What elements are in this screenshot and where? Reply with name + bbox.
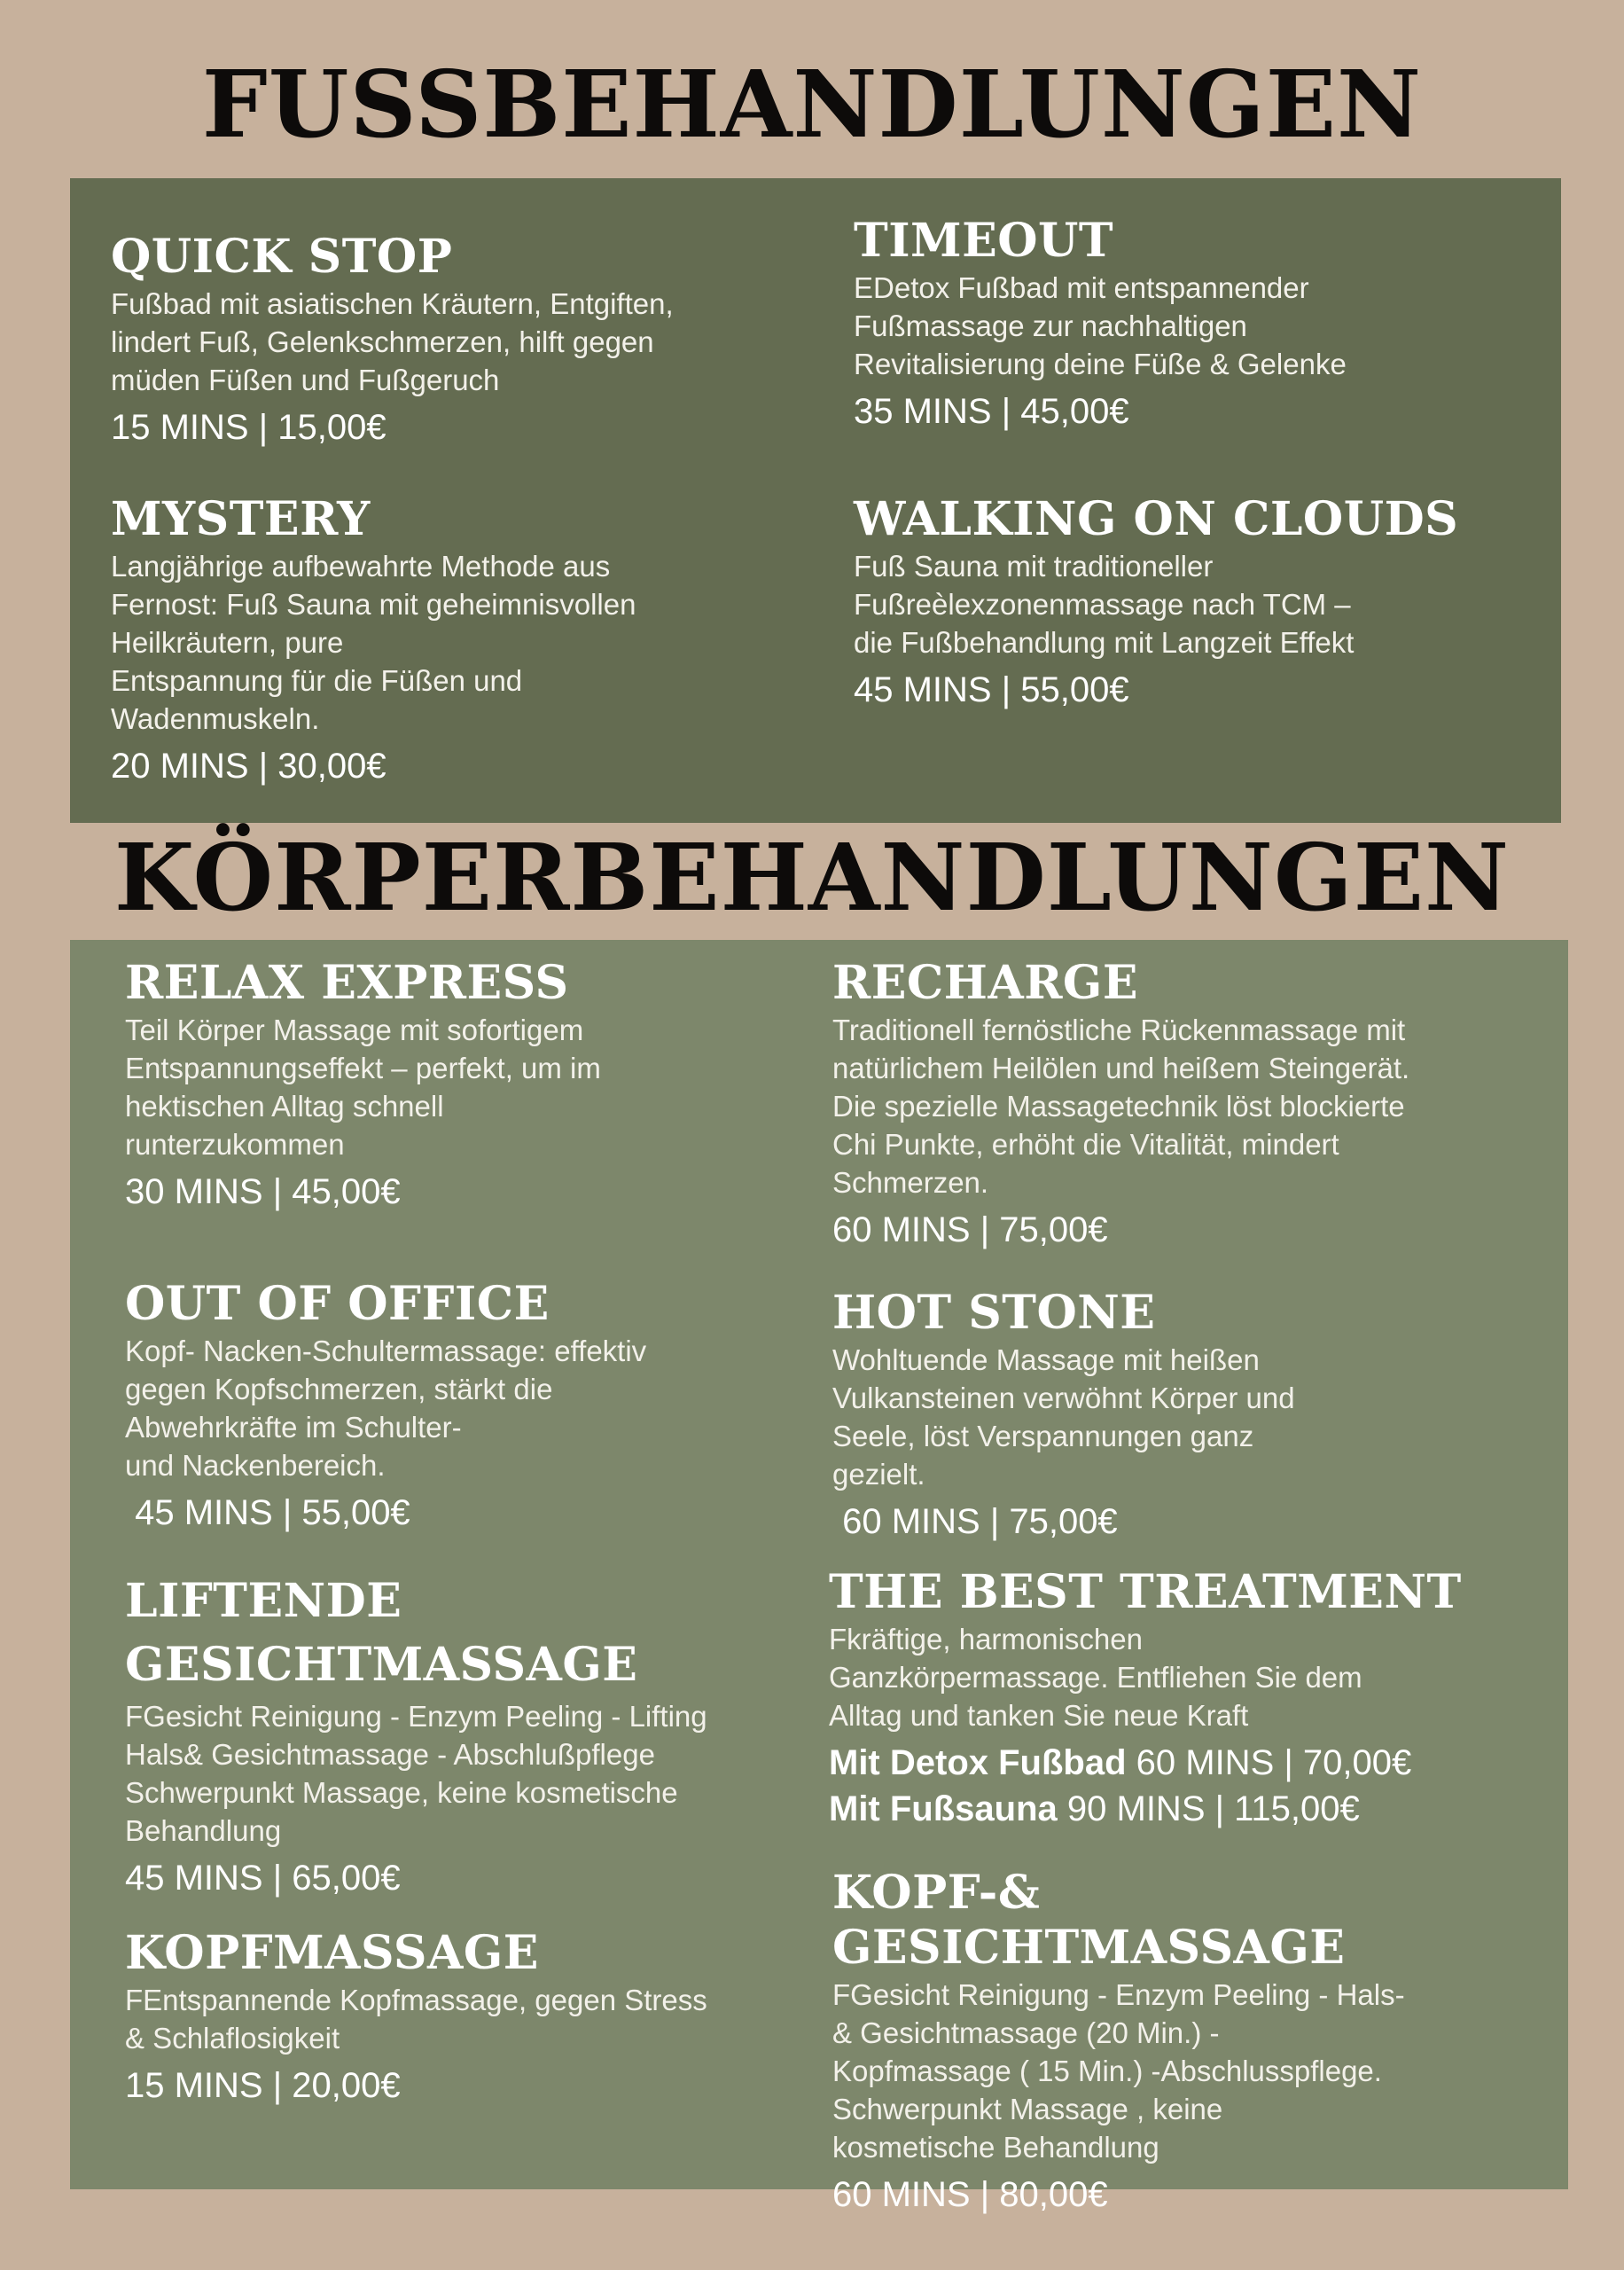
treatment-liftende-gesichtmassage bbox=[125, 1569, 816, 1901]
option-price: 60 MINS | 70,00€ bbox=[1126, 1743, 1412, 1782]
treatment-hot-stone bbox=[832, 1286, 1542, 1545]
treatment-description: Langjährige aufbewahrte Methode aus Fernost: Fuß Sauna mit geheimnisvollen Heilkräutern, pure Entspannung für die Füßen und Wadenmuskeln. bbox=[111, 550, 636, 735]
treatment-out-of-office bbox=[125, 1277, 799, 1536]
treatment-description: Traditionell fernöstliche Rückenmassage mit natürlichem Heilölen und heißem Steingerät. Die spezielle Massagetechnik löst blockierte Chi Punkte, erhöht die Vitalität, mindert Schmerzen. bbox=[832, 1014, 1410, 1199]
treatment-description: FEntspannende Kopfmassage, gegen Stress & Schlaflosigkeit bbox=[125, 1984, 707, 2055]
treatment-description: Kopf- Nacken-Schultermassage: effektiv gegen Kopfschmerzen, stärkt die Abwehrkräfte im Schulter- und Nackenbereich. bbox=[125, 1335, 647, 1482]
treatment-description: Fkräftige, harmonischen Ganzkörpermassage. Entfliehen Sie dem Alltag und tanken Sie neue Kraft bbox=[829, 1623, 1362, 1732]
treatment-walking-on-clouds bbox=[854, 492, 1545, 713]
treatment-description: EDetox Fußbad mit entspannender Fußmassage zur nachhaltigen Revitalisierung deine Füße & Gelenke bbox=[854, 271, 1347, 380]
treatment-price: 45 MINS | 55,00€ bbox=[854, 670, 1129, 709]
treatment-description: FGesicht Reinigung - Enzym Peeling - Lifting Hals& Gesichtmassage - Abschlußpflege Schwerpunkt Massage, keine kosmetische Behandlung bbox=[125, 1700, 707, 1847]
treatment-title: QUICK STOP bbox=[111, 230, 453, 284]
treatment-price: 15 MINS | 20,00€ bbox=[125, 2066, 401, 2105]
treatment-description: Teil Körper Massage mit sofortigem Entspannungseffekt – perfekt, um im hektischen Alltag schnell runterzukommen bbox=[125, 1014, 601, 1161]
treatment-option-detox bbox=[829, 1740, 1556, 1786]
treatment-price: 45 MINS | 65,00€ bbox=[125, 1859, 401, 1898]
treatment-relax-express bbox=[125, 956, 799, 1215]
treatment-price: 60 MINS | 75,00€ bbox=[832, 1502, 1118, 1541]
option-label: Mit Fußsauna bbox=[829, 1789, 1058, 1828]
treatment-price: 60 MINS | 80,00€ bbox=[832, 2175, 1108, 2214]
treatment-price: 20 MINS | 30,00€ bbox=[111, 747, 386, 786]
treatment-title: LIFTENDE GESICHTMASSAGE bbox=[125, 1574, 638, 1692]
koerper-panel bbox=[70, 940, 1568, 2214]
treatment-price: 45 MINS | 55,00€ bbox=[125, 1493, 410, 1532]
treatment-description: Fußbad mit asiatischen Kräutern, Entgiften, lindert Fuß, Gelenkschmerzen, hilft gegen müden Füßen und Fußgeruch bbox=[111, 287, 674, 396]
treatment-description: FGesicht Reinigung - Enzym Peeling - Hals- & Gesichtmassage (20 Min.) - Kopfmassage ( 15 Min.) -Abschlusspflege. Schwerpunkt Massage , keine kosmetische Behandlung bbox=[832, 1978, 1405, 2164]
treatment-timeout bbox=[854, 214, 1545, 434]
treatment-kopfmassage bbox=[125, 1926, 816, 2109]
treatment-description: Wohltuende Massage mit heißen Vulkansteinen verwöhnt Körper und Seele, löst Verspannungen ganz gezielt. bbox=[832, 1343, 1295, 1491]
treatment-price: 15 MINS | 15,00€ bbox=[111, 408, 386, 447]
treatment-title: RELAX EXPRESS bbox=[125, 956, 569, 1010]
fuss-panel bbox=[70, 178, 1561, 823]
treatment-title: KOPFMASSAGE bbox=[125, 1926, 539, 1980]
section-title-fussbehandlungen: FUSSBEHANDLUNGEN bbox=[201, 50, 1423, 159]
treatment-title: WALKING ON CLOUDS bbox=[854, 492, 1459, 546]
treatment-title: TIMEOUT bbox=[854, 214, 1114, 268]
treatment-description: Fuß Sauna mit traditioneller Fußreèlexzonenmassage nach TCM – die Fußbehandlung mit Langzeit Effekt bbox=[854, 550, 1355, 659]
treatment-the-best-treatment bbox=[829, 1565, 1556, 1832]
treatment-kopf-gesichtmassage bbox=[832, 1866, 1542, 2218]
treatment-mystery bbox=[111, 492, 802, 789]
option-price: 90 MINS | 115,00€ bbox=[1057, 1789, 1360, 1828]
treatment-title: THE BEST TREATMENT bbox=[829, 1565, 1462, 1619]
option-label: Mit Detox Fußbad bbox=[829, 1743, 1127, 1782]
section-title-koerperbehandlungen: KÖRPERBEHANDLUNGEN bbox=[113, 823, 1511, 932]
treatment-title: HOT STONE bbox=[832, 1286, 1156, 1340]
treatment-price: 60 MINS | 75,00€ bbox=[832, 1210, 1108, 1249]
treatment-title: MYSTERY bbox=[111, 492, 371, 546]
treatment-price: 35 MINS | 45,00€ bbox=[854, 392, 1129, 431]
treatment-price: 30 MINS | 45,00€ bbox=[125, 1172, 401, 1211]
treatment-option-fusssauna bbox=[829, 1786, 1556, 1832]
treatment-title: RECHARGE bbox=[832, 956, 1138, 1010]
treatment-quick-stop bbox=[111, 230, 802, 450]
treatment-title: OUT OF OFFICE bbox=[125, 1277, 550, 1331]
treatment-title: KOPF-& GESICHTMASSAGE bbox=[832, 1866, 1346, 1975]
treatment-recharge bbox=[832, 956, 1542, 1253]
